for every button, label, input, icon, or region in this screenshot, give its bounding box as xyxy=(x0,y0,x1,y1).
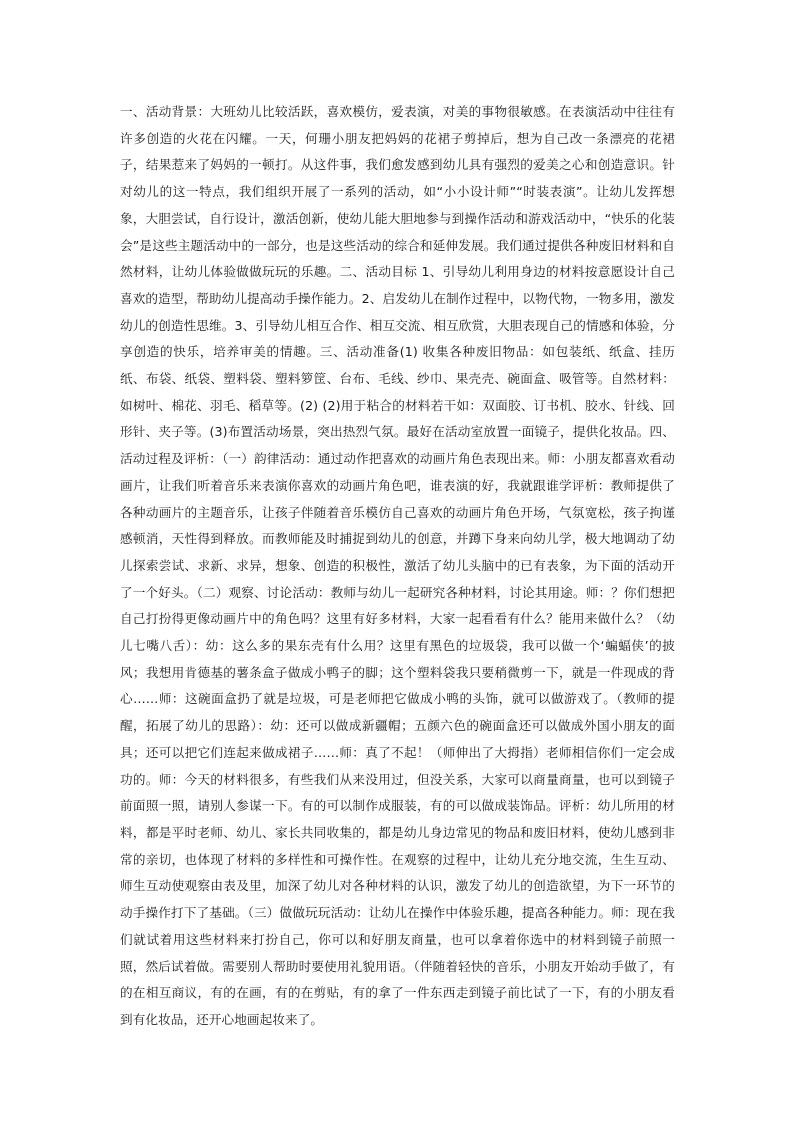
document-body-text: 一、活动背景：大班幼儿比较活跃，喜欢模仿，爱表演，对美的事物很敏感。在表演活动中往往有许多创造的火花在闪耀。一天，何珊小朋友把妈妈的花裙子剪掉后，想为自己改一条漂亮的花裙子，结果惹来了妈妈的一顿打。从这件事，我们愈发感到幼儿具有强烈的爱美之心和创造意识。针对幼儿的这一特点，我们组织开展了一系列的活动，如“小小设计师”“时装表演”。让幼儿发挥想象，大胆尝试，自行设计，激活创新，使幼儿能大胆地参与到操作活动和游戏活动中，“快乐的化装会”是这些主题活动中的一部分，也是这些活动的综合和延伸发展。我们通过提供各种废旧材料和自然材料，让幼儿体验做做玩玩的乐趣。二、活动目标 1、引导幼儿利用身边的材料按意愿设计自己喜欢的造型，帮助幼儿提高动手操作能力。2、启发幼儿在制作过程中，以物代物，一物多用，激发幼儿的创造性思维。3、引导幼儿相互合作、相互交流、相互欣赏，大胆表现自己的情感和体验，分享创造的快乐，培养审美的情趣。三、活动准备(1) 收集各种废旧物品：如包装纸、纸盒、挂历纸、布袋、纸袋、塑料袋、塑料箩筐、台布、毛线、纱巾、果壳壳、碗面盒、吸管等。自然材料：如树叶、棉花、羽毛、稻草等。(2) (2)用于粘合的材料若干如：双面胶、订书机、胶水、针线、回形针、夹子等。(3)布置活动场景，突出热烈气氛。最好在活动室放置一面镜子，提供化妆品。四、 活动过程及评析：（一）韵律活动：通过动作把喜欢的动画片角色表现出来。师：小朋友都喜欢看动画片，让我们听着音乐来表演你喜欢的动画片角色吧，谁表演的好，我就跟谁学评析：教师提供了各种动画片的主题音乐，让孩子伴随着音乐模仿自己喜欢的动画片角色开场，气氛宽松，孩子拘谨感顿消，天性得到释放。而教师能及时捕捉到幼儿的创意，并蹲下身来向幼儿学，极大地调动了幼儿探索尝试、求新、求异，想象、创造的积极性，激活了幼儿头脑中的已有表象，为下面的活动开了一个好头。（二）观察、讨论活动：教师与幼儿一起研究各种材料，讨论其用途。师：？你们想把自己打扮得更像动画片中的角色吗？这里有好多材料，大家一起看看有什么？能用来做什么？（幼儿七嘴八舌）：幼：这么多的果东壳有什么用？这里有黑色的垃圾袋，我可以做一个‘蝙蝠侠’的披风；我想用肯德基的薯条盒子做成小鸭子的脚；这个塑料袋我只要稍微剪一下，就是一件现成的背心……师：这碗面盒扔了就是垃圾，可是老师把它做成小鸭的头饰，就可以做游戏了。（教师的提醒，拓展了幼儿的思路）：幼：还可以做成新疆帽；五颜六色的碗面盒还可以做成外国小朋友的面具；还可以把它们连起来做成裙子……师：真了不起！（师伸出了大拇指）老师相信你们一定会成功的。师：今天的材料很多，有些我们从来没用过，但没关系，大家可以商量商量，也可以到镜子前面照一照，请别人参谋一下。有的可以制作成服装，有的可以做成装饰品。评析：幼儿所用的材料，都是平时老师、幼儿、家长共同收集的，都是幼儿身边常见的物品和废旧材料，使幼儿感到非常的亲切，也体现了材料的多样性和可操作性。在观察的过程中，让幼儿充分地交流，生生互动、师生互动使观察由表及里，加深了幼儿对各种材料的认识，激发了幼儿的创造欲望，为下一环节的动手操作打下了基础。（三）做做玩玩活动：让幼儿在操作中体验乐趣，提高各种能力。师：现在我们就试着用这些材料来打扮自己，你可以和好朋友商量，也可以拿着你选中的材料到镜子前照一照，然后试着做。需要别人帮助时要使用礼貌用语。（伴随着轻快的音乐，小朋友开始动手做了，有的在相互商议，有的在画，有的在剪贴，有的拿了一件东西走到镜子前比试了一下，有的小朋友看到有化妆品，还开心地画起妆来了。 xyxy=(120,104,675,1027)
